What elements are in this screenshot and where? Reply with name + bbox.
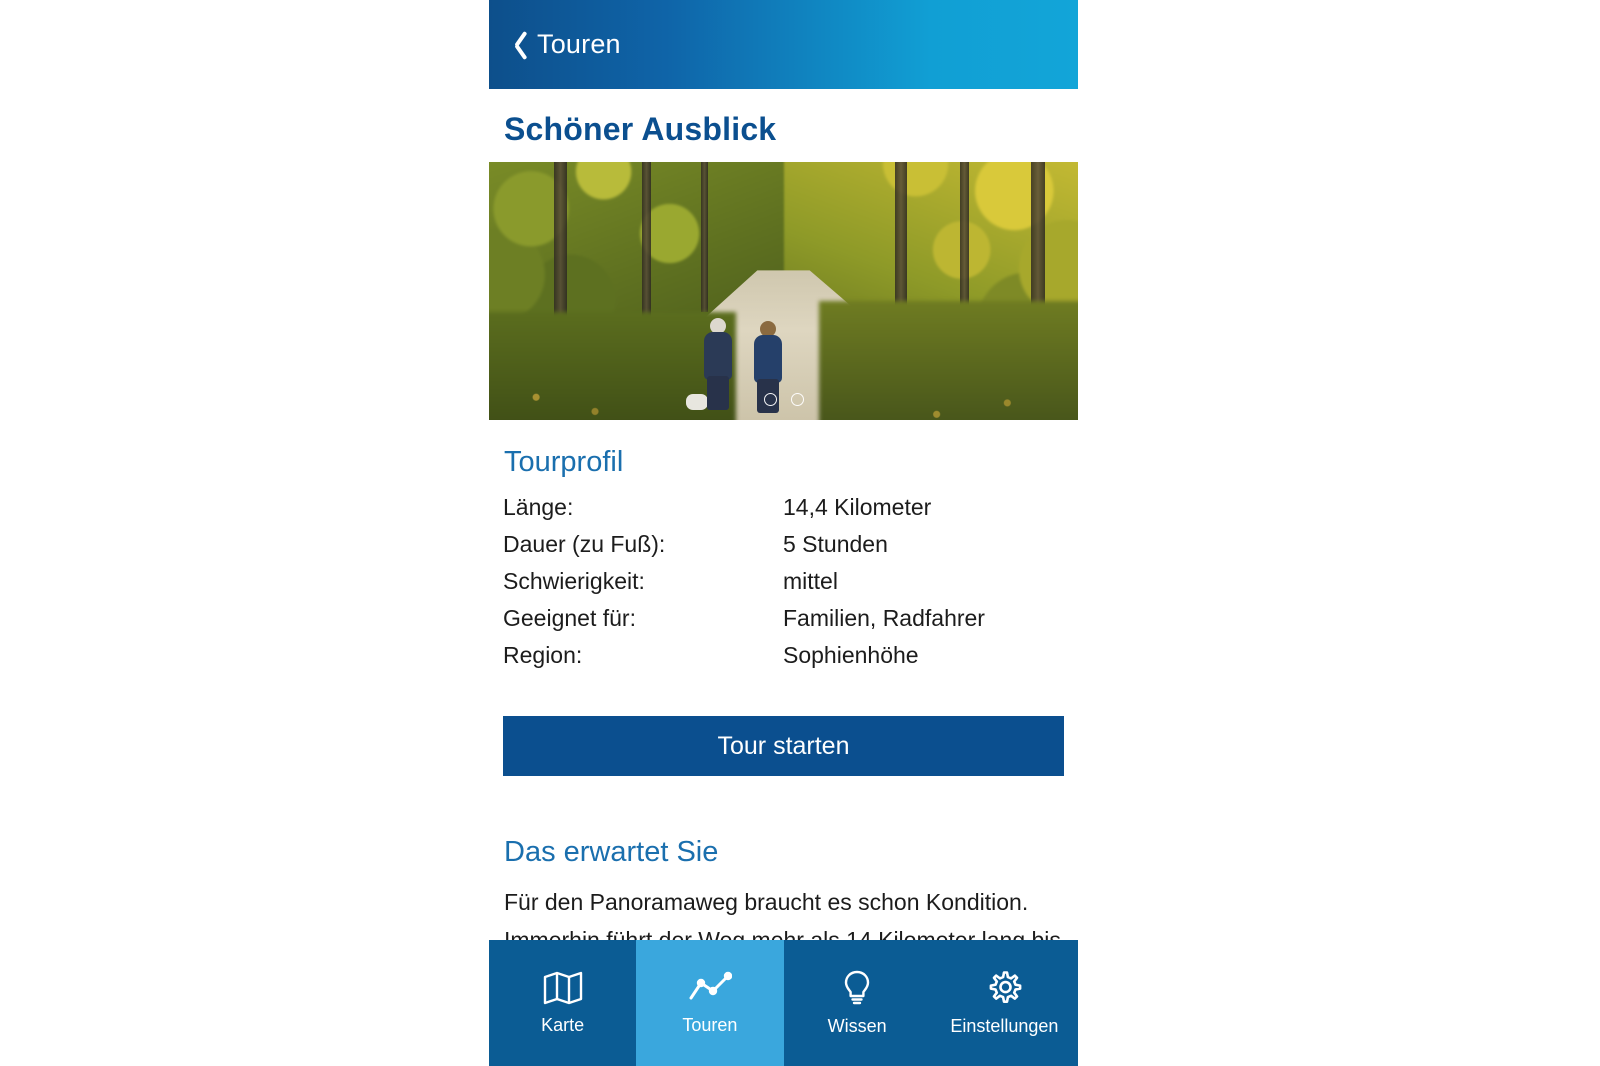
table-row bbox=[503, 637, 1064, 674]
row-value: 5 Stunden bbox=[783, 531, 888, 557]
gear-icon bbox=[986, 970, 1022, 1006]
photo-hiker-legs bbox=[707, 376, 729, 410]
row-label: Länge: bbox=[503, 494, 574, 520]
table-row bbox=[503, 563, 1064, 600]
map-icon bbox=[543, 971, 583, 1005]
tab-wissen[interactable] bbox=[784, 940, 931, 1066]
tab-label: Karte bbox=[541, 1014, 585, 1035]
tour-photo-carousel[interactable] bbox=[489, 162, 1078, 420]
photo-hiker bbox=[751, 321, 785, 405]
table-row bbox=[503, 526, 1064, 563]
tour-profile-heading: Tourprofil bbox=[504, 446, 624, 478]
page-content bbox=[489, 111, 1078, 959]
carousel-dot[interactable] bbox=[764, 393, 777, 406]
row-label: Dauer (zu Fuß): bbox=[503, 531, 666, 557]
tab-einstellungen[interactable] bbox=[931, 940, 1078, 1066]
photo-tree-trunk bbox=[701, 162, 708, 312]
row-value: 14,4 Kilometer bbox=[783, 494, 932, 520]
tab-label: Einstellungen bbox=[950, 1015, 1059, 1036]
row-label: Geeignet für: bbox=[503, 605, 636, 631]
back-button-label: Touren bbox=[537, 29, 621, 59]
tab-label: Touren bbox=[682, 1014, 738, 1035]
bottom-tab-bar bbox=[489, 940, 1078, 1066]
route-chart-icon bbox=[688, 971, 732, 1005]
photo-hiker-body bbox=[704, 332, 732, 380]
row-value: mittel bbox=[783, 568, 838, 594]
photo-hiker bbox=[701, 318, 735, 410]
chevron-left-icon bbox=[503, 28, 529, 62]
photo-hiker-body bbox=[754, 335, 782, 383]
table-row bbox=[503, 600, 1064, 637]
page-title: Schöner Ausblick bbox=[504, 111, 777, 147]
app-header bbox=[489, 0, 1078, 89]
carousel-dot[interactable] bbox=[791, 393, 804, 406]
row-label: Region: bbox=[503, 642, 583, 668]
tab-label: Wissen bbox=[827, 1015, 887, 1036]
tab-karte[interactable] bbox=[489, 940, 636, 1066]
lightbulb-icon bbox=[842, 970, 872, 1006]
carousel-pagination bbox=[764, 393, 804, 406]
start-tour-button[interactable]: Tour starten bbox=[503, 716, 1064, 776]
tour-profile-table bbox=[503, 489, 1064, 674]
description-heading: Das erwartet Sie bbox=[504, 836, 719, 868]
description-line-1: Für den Panoramaweg braucht es schon Kondition. bbox=[504, 889, 1029, 915]
tab-touren[interactable] bbox=[636, 940, 783, 1066]
mobile-app-screen bbox=[489, 0, 1078, 1066]
row-value: Sophienhöhe bbox=[783, 642, 919, 668]
table-row bbox=[503, 489, 1064, 526]
back-button[interactable] bbox=[503, 28, 621, 62]
row-value: Familien, Radfahrer bbox=[783, 605, 985, 631]
row-label: Schwierigkeit: bbox=[503, 568, 645, 594]
